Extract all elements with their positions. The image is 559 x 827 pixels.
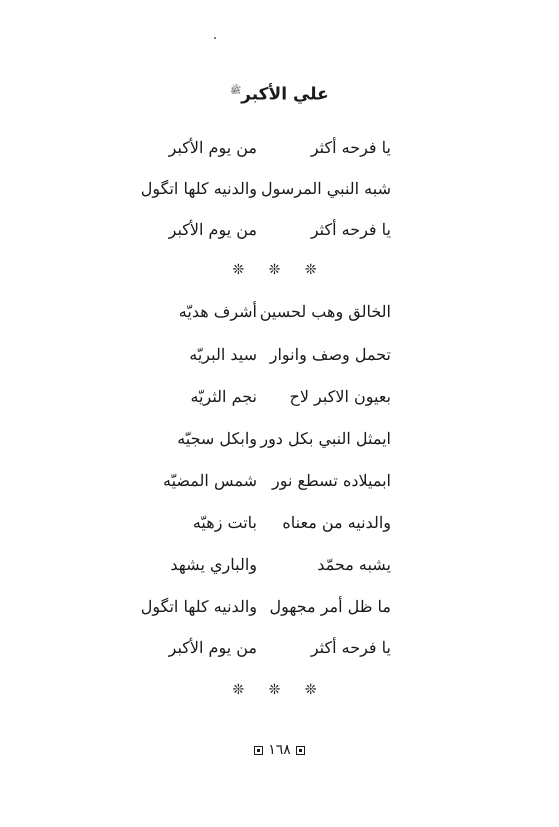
print-speck xyxy=(214,37,216,39)
verse-line xyxy=(0,383,559,411)
verse-line xyxy=(0,551,559,579)
verse-line xyxy=(0,175,559,203)
verse-first-half: يا فرحه أكثر xyxy=(310,638,391,657)
verse-second-half: من يوم الأكبر xyxy=(168,638,257,657)
page-number-footer xyxy=(0,742,559,758)
verse-first-half: ايمثل النبي بكل دور xyxy=(260,429,391,448)
verse-first-half: الخالق وهب لحسين xyxy=(259,302,391,321)
verse-second-half: وابكل سجيّه xyxy=(177,429,257,448)
verse-line xyxy=(0,425,559,453)
verse-line xyxy=(0,467,559,495)
verse-second-half: والدنيه كلها اتگول xyxy=(140,597,257,616)
verse-first-half: والدنيه من معناه xyxy=(282,513,391,532)
verse-second-half: نجم الثريّه xyxy=(190,387,257,406)
verse-line xyxy=(0,298,559,326)
square-bullet-icon xyxy=(296,746,305,755)
verse-second-half: من يوم الأكبر xyxy=(168,138,257,157)
verse-second-half: سيد البريّه xyxy=(189,345,257,364)
square-bullet-icon xyxy=(254,746,263,755)
verse-first-half: تحمل وصف وانوار xyxy=(269,345,391,364)
verse-second-half: باتت زهيّه xyxy=(192,513,257,532)
verse-first-half: ابميلاده تسطع نور xyxy=(271,471,391,490)
verse-line xyxy=(0,134,559,162)
poem-title-text: علي الأكبر xyxy=(241,84,329,105)
page-number: ١٦٨ xyxy=(268,742,291,758)
verse-line xyxy=(0,341,559,369)
verse-second-half: والدنيه كلها اتگول xyxy=(140,179,257,198)
verse-line xyxy=(0,509,559,537)
verse-first-half: يا فرحه أكثر xyxy=(310,138,391,157)
verse-first-half: ما ظل أمر مجهول xyxy=(269,597,391,616)
verse-line xyxy=(0,593,559,621)
verse-line xyxy=(0,216,559,244)
verse-second-half: من يوم الأكبر xyxy=(168,220,257,239)
stanza-separator: ❊ ❊ ❊ xyxy=(232,682,327,698)
stanza-separator: ❊ ❊ ❊ xyxy=(232,262,327,278)
verse-second-half: شمس المضيّه xyxy=(163,471,257,490)
blessing-honorific-mark: ﷺ xyxy=(230,86,242,96)
poem-title xyxy=(0,84,559,105)
verse-line xyxy=(0,634,559,662)
verse-first-half: بعيون الاكبر لاح xyxy=(289,387,391,406)
verse-second-half: والباري يشهد xyxy=(170,555,257,574)
verse-first-half: شبه النبي المرسول xyxy=(261,179,391,198)
verse-second-half: أشرف هديّه xyxy=(178,302,257,321)
verse-first-half: يشبه محمّد xyxy=(317,555,391,574)
verse-first-half: يا فرحه أكثر xyxy=(310,220,391,239)
